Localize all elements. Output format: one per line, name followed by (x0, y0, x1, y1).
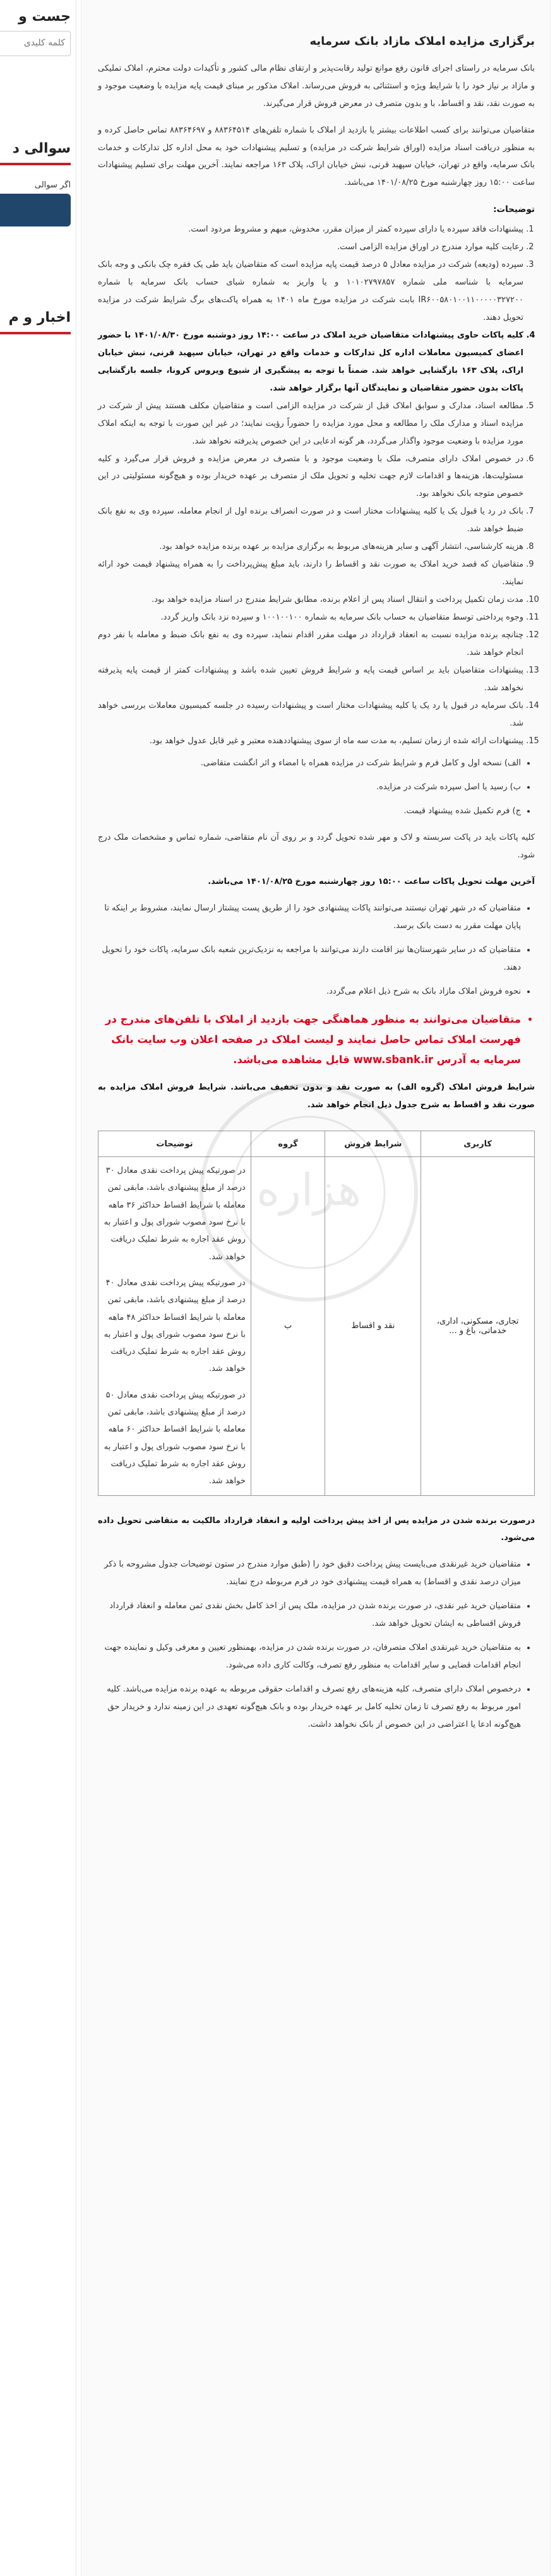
submission-list (98, 900, 535, 1001)
list-item: 8. هزینه کارشناسی، انتشار آگهی و سایر هزینه‌های مربوط به برگزاری مزایده بر عهده برنده مزایده خواهد بود. (98, 538, 523, 556)
question-submit-button[interactable] (0, 194, 71, 226)
table-header: کاربری (421, 1131, 535, 1157)
description-item: در صورتیکه پیش پرداخت نقدی معادل ۳۰ درصد از مبلغ پیشنهادی باشد، مابقی ثمن معامله با شرایط اقساط حداکثر ۳۶ ماهه با نرخ سود مصوب شورای پول و اعتبار به روش عقد اجاره به شرط تملیک دریافت خواهد شد. (104, 1166, 246, 1262)
list-item: • الف) نسخه اول و کامل فرم و شرایط شرکت در مزایده همراه با امضاء و اثر انگشت متقاضی. (98, 755, 521, 772)
list-item: • نحوه فروش املاک مازاد بانک به شرح ذیل اعلام می‌گردد. (98, 983, 521, 1001)
list-item: 4. کلیه پاکات حاوی پیشنهادات متقاضیان خرید املاک در ساعت ۱۴:۰۰ روز دوشنبه مورخ ۱۴۰۱/۰۸/۳۰ با حضور اعضای کمیسیون معاملات اداره کل تدارکات و خدمات واقع در تهران، خیابان سپهبد قرنی، نبش خیابان اراک، پلاک ۱۶۳ بازگشایی خواهد شد. ضمناً با توجه به پیشگیری از شیوع ویروس کرونا، جلسه بازگشایی پاکات بدون حضور متقاضیان و نمایندگان آنها برگزار خواهد شد. (98, 327, 523, 397)
search-title: جست و (18, 9, 71, 25)
description-item: در صورتیکه پیش پرداخت نقدی معادل ۵۰ درصد از مبلغ پیشنهادی باشد، مابقی ثمن معامله با شرایط اقساط حداکثر ۶۰ ماهه با نرخ سود مصوب شورای پول و اعتبار به روش عقد اجاره به شرط تملیک دریافت خواهد شد. (104, 1390, 246, 1486)
page-title: برگزاری مزایده املاک مازاد بانک سرمایه (309, 35, 535, 48)
list-item: 3. سپرده (ودیعه) شرکت در مزایده معادل ۵ درصد قیمت پایه مزایده است که متقاضیان باید طی یک فقره چک بانکی و وجه بانک سرمایه با شناسه ملی شماره ۱۰۱۰۲۷۹۷۸۵۷ و یا واریز به شماره شبای حساب بانک سرمایه با شماره IR۶۰۰۵۸۰۱۰۰۱۱۰۰۰۰۰۳۲۷۲۰۰ بابت شرکت در مزایده مورخ ماه ۱۴۰۱ به همراه پاکت‌های برگ شرایط شرکت در مزایده تحویل دهند. (98, 256, 523, 327)
question-section-title: سوالی د (12, 141, 71, 156)
red-notice[interactable]: • متقاضیان می‌توانند به منظور هماهنگی جهت بازدید از املاک با تلفن‌های مندرج در فهرست املاک تماس حاصل نمایند و لیست املاک در صفحه اعلان وب سایت بانک سرمایه به آدرس www.sbank.ir قابل مشاهده می‌باشد. (98, 1009, 521, 1071)
table-cell-descriptions (98, 1157, 251, 1495)
delivery-note: درصورت برنده شدن در مزایده پس از اخذ پیش پرداخت اولیه و انعقاد قرارداد مالکیت به متقاضی تحویل داده می‌شود. (98, 1515, 535, 1543)
list-item: 12. چنانچه برنده مزایده نسبت به انعقاد قرارداد در مهلت مقرر اقدام ننماید، سپرده وی به نفع بانک ضبط و معامله با نفر دوم انجام خواهد شد. (98, 626, 523, 662)
table-header-row (98, 1131, 535, 1157)
installment-notes-list (98, 1556, 535, 1733)
list-item: • متقاضیان خرید غیرنقدی می‌بایست پیش پرداخت دقیق خود را (طبق موارد مندرج در ستون توضیحات جدول مشروحه با ذکر میزان درصد نقدی و اقساط) به همراه قیمت پیشنهادی خود در فرم مربوطه درج نمایند. (98, 1556, 521, 1591)
section-divider (0, 163, 71, 165)
terms-list (98, 221, 535, 750)
list-item: • درخصوص املاک دارای متصرف، کلیه هزینه‌های رفع تصرف و اقدامات حقوقی مربوطه به عهده برنده مزایده می‌باشد. کلیه امور مربوط به رفع تصرف تا زمان تخلیه کامل بر عهده خریدار بوده و بانک هیچ‌گونه تعهدی در این زمینه ندارد و خریدار حق هیچ‌گونه ادعا یا اعتراضی در این خصوص از بانک نخواهد داشت. (98, 1681, 521, 1734)
table-cell-group: ب (251, 1157, 325, 1495)
table-header: شرایط فروش (325, 1131, 421, 1157)
list-item: 5. مطالعه اسناد، مدارک و سوابق املاک قبل از شرکت در مزایده الزامی است و متقاضیان مکلف هستند پیش از شرکت در مزایده اسناد و مدارک ملک را مطالعه و محل مورد مزایده را حضوراً رؤیت نمایند؛ در غیر این صورت با توجه به اینکه املاک مورد مزایده با وضعیت موجود واگذار می‌گردد، هر گونه ادعایی در این خصوص پذیرفته نخواهد شد. (98, 397, 523, 450)
list-item: 1. پیشنهادات فاقد سپرده یا دارای سپرده کمتر از میزان مقرر، مخدوش، مبهم و مشروط مردود است. (98, 221, 523, 238)
table-header: توضیحات (98, 1131, 251, 1157)
list-item: • ب) رسید یا اصل سپرده شرکت در مزایده. (98, 779, 521, 796)
list-item: 13. پیشنهادات متقاضیان باید بر اساس قیمت پایه و شرایط فروش تعیین شده باشد و پیشنهادات کمتر از قیمت پایه پذیرفته نخواهد شد. (98, 662, 523, 697)
list-item: • متقاضیان که در سایر شهرستان‌ها نیز اقامت دارند می‌توانند با مراجعه به نزدیک‌ترین شعبه بانک سرمایه، پاکات خود را تحویل دهند. (98, 941, 521, 977)
table-row (98, 1157, 535, 1495)
envelope-note: کلیه پاکات باید در پاکت سربسته و لاک و مهر شده تحویل گردد و بر روی آن نام متقاضی، شماره تماس و مشخصات ملک درج شود. (98, 833, 535, 861)
intro-paragraph: بانک سرمایه در راستای اجرای قانون رفع موانع تولید رقابت‌پذیر و ارتقای نظام مالی کشور و تأکیدات دولت محترم، املاک تملیکی و مازاد بر نیاز خود را با شرایط ویژه و استثنائی به فروش می‌رساند. املاک مذکور بر مبنای قیمت پایه مزایده با وضعیت موجود و به صورت نقد، نقد و اقساط، با و بدون متصرف در معرض فروش قرار می‌گیرند. (98, 63, 535, 109)
news-section-title: اخبار و م (8, 310, 71, 326)
table-cell-usage: تجاری، مسکونی، اداری، خدماتی، باغ و ... (421, 1157, 535, 1495)
search-input[interactable]: کلمه کلیدی (0, 31, 71, 56)
list-item: 15. پیشنهادات ارائه شده از زمان تسلیم، به مدت سه ماه از سوی پیشنهاددهنده معتبر و غیر قابل عدول خواهد بود. (98, 732, 523, 750)
list-item: 6. در خصوص املاک دارای متصرف، ملک با وضعیت موجود و با متصرف در معرض مزایده و فروش قرار می‌گیرد و کلیه مسئولیت‌ها، هزینه‌ها و اقدامات لازم جهت تخلیه و تحویل ملک از متصرف بر عهده خریدار بوده و هیچ‌گونه مسئولیتی در این خصوص متوجه بانک نخواهد بود. (98, 450, 523, 503)
list-item: 14. بانک سرمایه در قبول یا رد یک یا کلیه پیشنهادات مختار است و پیشنهادات رسیده در جلسه کمیسیون معاملات بررسی خواهد شد. (98, 697, 523, 732)
list-item: 7. بانک در رد یا قبول یک یا کلیه پیشنهادات مختار است و در صورت انصراف برنده اول از انجام معامله، سپرده وی به نفع بانک ضبط خواهد شد. (98, 503, 523, 538)
contact-paragraph: متقاضیان می‌توانند برای کسب اطلاعات بیشتر یا بازدید از املاک با شماره تلفن‌های ۸۸۳۶۴۵۱۴ و ۸۸۳۶۴۶۹۷ تماس حاصل کرده و به منظور دریافت اسناد مزایده (اوراق شرایط شرکت در مزایده) و تسلیم پیشنهادات خود به محل اداره کل تدارکات و خدمات بانک سرمایه، واقع در تهران، خیابان سپهبد قرنی، نبش خیابان اراک، پلاک ۱۶۳ مراجعه نمایند. آخرین مهلت برای تسلیم پیشنهادات ساعت ۱۵:۰۰ روز چهارشنبه مورخ ۱۴۰۱/۰۸/۲۵ می‌باشد. (98, 125, 535, 188)
list-item: • به متقاضیان خرید غیرنقدی املاک متصرفان، در صورت برنده شدن در مزایده، بهمنظور تعیین و معرفی وکیل و نماینده جهت انجام اقدامات قضایی و سایر اقدامات به منظور رفع تصرف، وکالت کاری داده می‌شود. (98, 1639, 521, 1674)
sidebar (0, 0, 76, 2576)
section-divider (0, 332, 71, 334)
table-cell-terms: نقد و اقساط (325, 1157, 421, 1495)
list-item: 11. وجوه پرداختی توسط متقاضیان به حساب بانک سرمایه به شماره ۱۰۰۱۰۰۱۰۰ و سپرده نزد بانک واریز گردد. (98, 609, 523, 626)
list-item: • متقاضیان که در شهر تهران نیستند می‌توانند پاکات پیشنهادی خود را از طریق پست پیشتاز ارسال نمایند، مشروط بر اینکه تا پایان مهلت مقرر به دست بانک برسد. (98, 900, 521, 935)
table-header: گروه (251, 1131, 325, 1157)
envelope-contents-list (98, 755, 535, 820)
list-item: 9. متقاضیان که قصد خرید املاک به صورت نقد و اقساط را دارند، باید مبلغ پیش‌پرداخت را به همراه پیشنهاد قیمت خود ارائه نمایند. (98, 556, 523, 591)
list-item: • متقاضیان خرید غیر نقدی، در صورت برنده شدن در مزایده، ملک پس از اخذ کامل بخش نقدی ثمن معامله و انعقاد قرارداد فروش اقساطی به ایشان تحویل خواهد شد. (98, 1597, 521, 1633)
list-item: 10. مدت زمان تکمیل پرداخت و انتقال اسناد پس از اعلام برنده، مطابق شرایط مندرج در اسناد مزایده خواهد بود. (98, 591, 523, 609)
list-item: 2. رعایت کلیه موارد مندرج در اوراق مزایده الزامی است. (98, 238, 523, 256)
sale-groups-text: شرایط فروش املاک (گروه الف) به صورت نقد و بدون تخفیف می‌باشد. شرایط فروش املاک مزایده به صورت نقد و اقساط به شرح جدول ذیل انجام خواهد شد. (98, 1083, 535, 1110)
explanations-heading: توضیحات: (493, 204, 535, 215)
sale-terms-table (98, 1131, 535, 1495)
article (81, 0, 551, 2576)
list-item: • ج) فرم تکمیل شده پیشنهاد قیمت. (98, 803, 521, 820)
question-text: اگر سوالی (34, 180, 71, 190)
deadline-note: آخرین مهلت تحویل پاکات ساعت ۱۵:۰۰ روز چهارشنبه مورخ ۱۴۰۱/۰۸/۲۵ می‌باشد. (208, 877, 535, 887)
description-item: در صورتیکه پیش پرداخت نقدی معادل ۴۰ درصد از مبلغ پیشنهادی باشد، مابقی ثمن معامله با شرایط اقساط حداکثر ۴۸ ماهه با نرخ سود مصوب شورای پول و اعتبار به روش عقد اجاره به شرط تملیک دریافت خواهد شد. (104, 1278, 246, 1374)
red-notice-list (98, 1009, 535, 1071)
